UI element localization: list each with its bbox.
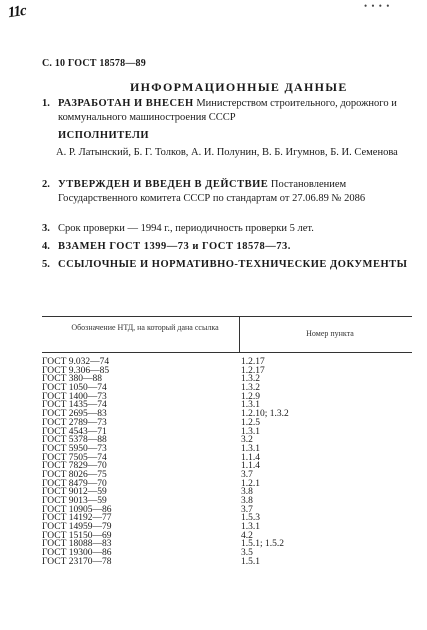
table-cell-document: ГОСТ 9.306—85 <box>42 365 110 376</box>
table-cell-document: ГОСТ 23170—78 <box>42 556 112 567</box>
table-cell-clause: 1.3.1 <box>241 522 260 533</box>
table-cell-document: ГОСТ 2789—73 <box>42 417 107 428</box>
table-cell-document: ГОСТ 4543—71 <box>42 426 107 437</box>
section-3-text: Срок проверки — 1994 г., периодичность проверки 5 лет. <box>58 223 314 234</box>
section-2-number: 2. <box>42 179 50 190</box>
table-cell-clause: 4.2 <box>241 530 253 541</box>
executors-block <box>42 129 412 143</box>
table-cell-clause: 1.3.1 <box>241 443 260 454</box>
handwritten-page-note: 11c <box>6 2 27 22</box>
stamp-mark: • • • • <box>364 1 391 11</box>
table-cell-clause: 1.5.1; 1.5.2 <box>241 539 285 550</box>
table-cell-document: ГОСТ 9013—59 <box>42 496 107 506</box>
reference-table <box>42 358 412 567</box>
section-2-text: Постановлением Государственного комитета СССР по стандартам от 27.06.89 № 2086 <box>58 179 366 204</box>
table-cell-clause: 1.2.1 <box>241 478 260 489</box>
table-cell-document: ГОСТ 2695—83 <box>42 409 107 420</box>
section-5 <box>42 258 412 272</box>
table-cell-document: ГОСТ 1400—73 <box>42 391 107 402</box>
table-cell-clause: 3.5 <box>241 548 253 559</box>
page-title: ИНФОРМАЦИОННЫЕ ДАННЫЕ <box>130 80 348 94</box>
table-cell-clause: 1.2.10; 1.3.2 <box>241 409 289 420</box>
table-cell-clause: 1.2.17 <box>241 357 265 367</box>
table-header-clause: Номер пункта <box>306 329 354 338</box>
section-2-lead: УТВЕРЖДЕН И ВВЕДЕН В ДЕЙСТВИЕ <box>58 179 269 190</box>
section-1-text: Министерством строительного, дорожного и коммунального машиностроения СССР <box>58 98 397 123</box>
executors-names: А. Р. Латынский, Б. Г. Толков, А. И. Полунин, В. Б. Игумнов, Б. И. Семенова <box>56 147 398 158</box>
section-4-lead: ВЗАМЕН ГОСТ 1399—73 и ГОСТ 18578—73. <box>58 241 291 252</box>
executors-list <box>56 146 412 160</box>
table-top-rule <box>42 316 412 317</box>
running-head: С. 10 ГОСТ 18578—89 <box>42 58 146 69</box>
table-cell-document: ГОСТ 9.032—74 <box>42 357 110 367</box>
table-cell-document: ГОСТ 14959—79 <box>42 522 112 533</box>
table-cell-document: ГОСТ 5378—88 <box>42 435 107 446</box>
table-cell-document: ГОСТ 7829—70 <box>42 461 107 472</box>
table-cell-clause: 1.3.2 <box>241 374 260 385</box>
table-cell-document: ГОСТ 18088—83 <box>42 539 112 550</box>
table-header-rule <box>42 352 412 353</box>
table-cell-document: ГОСТ 8479—70 <box>42 478 107 489</box>
table-cell-document: ГОСТ 19300—86 <box>42 548 112 559</box>
table-cell-document: ГОСТ 8026—75 <box>42 469 107 480</box>
section-5-number: 5. <box>42 259 50 270</box>
section-4-number: 4. <box>42 241 50 252</box>
table-cell-document: ГОСТ 1050—74 <box>42 383 107 394</box>
table-cell-document: ГОСТ 15150—69 <box>42 530 112 541</box>
table-cell-clause: 1.2.9 <box>241 391 260 402</box>
table-cell-clause: 1.3.1 <box>241 400 260 411</box>
table-cell-clause: 1.1.4 <box>241 452 260 463</box>
table-cell-clause: 3.2 <box>241 435 253 446</box>
table-cell-document: ГОСТ 380—88 <box>42 374 102 385</box>
table-cell-document: ГОСТ 7505—74 <box>42 452 107 463</box>
table-cell-document: ГОСТ 5950—73 <box>42 443 107 454</box>
table-cell-clause: 1.5.1 <box>241 556 260 567</box>
table-row <box>42 558 412 567</box>
table-cell-clause: 3.8 <box>241 496 253 506</box>
table-cell-clause: 3.8 <box>241 487 253 498</box>
table-header-document: Обозначение НТД, на который дана ссылка <box>71 323 219 332</box>
table-cell-document: ГОСТ 9012—59 <box>42 487 107 498</box>
section-1-lead: РАЗРАБОТАН И ВНЕСЕН <box>58 98 194 109</box>
section-2 <box>42 178 412 206</box>
executors-label: ИСПОЛНИТЕЛИ <box>58 130 150 141</box>
table-cell-clause: 1.2.17 <box>241 365 265 376</box>
section-5-lead: ССЫЛОЧНЫЕ И НОРМАТИВНО-ТЕХНИЧЕСКИЕ ДОКУМЕНТЫ <box>58 259 408 270</box>
table-cell-clause: 1.1.4 <box>241 461 260 472</box>
table-cell-document: ГОСТ 10905—86 <box>42 504 112 515</box>
section-4 <box>42 240 412 254</box>
section-3 <box>42 222 412 236</box>
section-1 <box>42 97 412 125</box>
table-cell-clause: 3.7 <box>241 504 253 515</box>
section-1-number: 1. <box>42 98 50 109</box>
table-cell-clause: 1.5.3 <box>241 513 260 524</box>
table-cell-clause: 3.7 <box>241 469 253 480</box>
table-cell-clause: 1.3.2 <box>241 383 260 394</box>
table-cell-clause: 1.3.1 <box>241 426 260 437</box>
table-cell-document: ГОСТ 14192—77 <box>42 513 112 524</box>
table-cell-clause: 1.2.5 <box>241 417 260 428</box>
section-3-number: 3. <box>42 223 50 234</box>
table-cell-document: ГОСТ 1435—74 <box>42 400 107 411</box>
